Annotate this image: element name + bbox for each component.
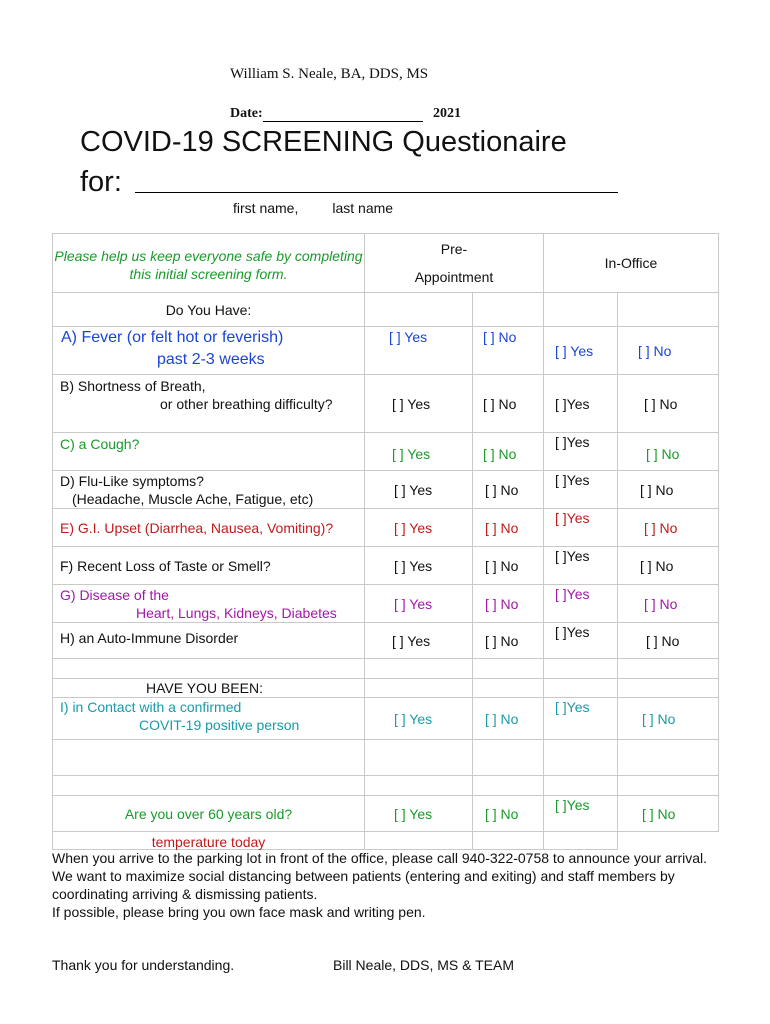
pre-yes-checkbox[interactable]: [ ] Yes — [365, 471, 473, 509]
office-no-checkbox[interactable]: [ ] No — [618, 547, 719, 585]
pre-no-checkbox[interactable]: [ ] No — [473, 433, 544, 471]
pre-no-checkbox[interactable]: [ ] No — [473, 698, 544, 740]
screening-table — [52, 233, 719, 850]
question-g: G) Disease of the Heart, Lungs, Kidneys, Diabetes — [53, 585, 365, 623]
date-field[interactable] — [263, 121, 423, 122]
date-year: 2021 — [433, 106, 461, 121]
question-age: Are you over 60 years old? — [53, 796, 365, 832]
office-yes-checkbox[interactable]: [ ]Yes — [544, 547, 618, 585]
question-h: H) an Auto-Immune Disorder — [53, 623, 365, 659]
office-no-checkbox[interactable]: [ ] No — [618, 585, 719, 623]
office-yes-checkbox[interactable]: [ ]Yes — [544, 698, 618, 740]
question-c: C) a Cough? — [53, 433, 365, 471]
name-field-caption — [233, 200, 427, 216]
office-yes-checkbox[interactable]: [ ]Yes — [544, 471, 618, 509]
office-no-checkbox[interactable]: [ ] No — [618, 623, 719, 659]
question-i: I) in Contact with a confirmed COVIT-19 positive person — [53, 698, 365, 740]
question-e: E) G.I. Upset (Diarrhea, Nausea, Vomiting)? — [53, 509, 365, 547]
date-label: Date: — [230, 106, 263, 121]
question-a: A) Fever (or felt hot or feverish) past 2-3 weeks — [53, 327, 365, 375]
instructions — [52, 849, 722, 921]
pre-yes-checkbox[interactable]: [ ] Yes — [365, 509, 473, 547]
thank-you-text: Thank you for understanding. — [52, 957, 235, 973]
office-yes-checkbox[interactable]: [ ]Yes — [544, 585, 618, 623]
pre-yes-checkbox[interactable]: [ ] Yes — [365, 375, 473, 433]
signoff-text: Bill Neale, DDS, MS & TEAM — [333, 957, 515, 973]
pre-no-checkbox[interactable]: [ ] No — [473, 547, 544, 585]
intro-text: Please help us keep everyone safe by completing this initial screening form. — [53, 234, 365, 293]
office-yes-checkbox[interactable]: [ ]Yes — [544, 623, 618, 659]
temperature-label: temperature today — [53, 832, 365, 850]
office-yes-checkbox[interactable]: [ ]Yes — [544, 796, 618, 832]
do-you-have-heading: Do You Have: — [53, 293, 365, 327]
pre-no-checkbox[interactable]: [ ] No — [473, 375, 544, 433]
pre-yes-checkbox[interactable]: [ ] Yes — [365, 623, 473, 659]
question-row-e — [53, 509, 719, 547]
pre-yes-checkbox[interactable]: [ ] Yes — [365, 796, 473, 832]
question-row-i — [53, 698, 719, 740]
question-row-h — [53, 623, 719, 659]
office-no-checkbox[interactable]: [ ] No — [618, 327, 719, 375]
question-row-g — [53, 585, 719, 623]
question-d: D) Flu-Like symptoms? (Headache, Muscle Ache, Fatigue, etc) — [53, 471, 365, 509]
first-name-caption: first name, — [233, 200, 299, 216]
office-no-checkbox[interactable]: [ ] No — [618, 796, 719, 832]
pre-no-checkbox[interactable]: [ ] No — [473, 623, 544, 659]
temperature-field[interactable] — [473, 832, 544, 850]
instruction-distancing: We want to maximize social distancing between patients (entering and exiting) and staff members by coordinating arriving & dismissing patients. — [52, 868, 675, 902]
office-no-checkbox[interactable]: [ ] No — [618, 433, 719, 471]
doctor-name: William S. Neale, BA, DDS, MS — [230, 66, 429, 82]
instruction-mask: If possible, please bring you own face mask and writing pen. — [52, 904, 426, 920]
page-title: COVID-19 SCREENING Questionaire — [80, 126, 567, 158]
pre-appointment-header: Pre- Appointment — [365, 234, 544, 293]
question-row-c — [53, 433, 719, 471]
have-you-been-heading: HAVE YOU BEEN: — [53, 679, 365, 698]
office-yes-checkbox[interactable]: [ ]Yes — [544, 433, 618, 471]
temperature-field[interactable] — [544, 832, 618, 850]
question-row-a — [53, 327, 719, 375]
instruction-arrival: When you arrive to the parking lot in front of the office, please call 940-322-0758 to announce your arrival. — [52, 850, 708, 866]
question-row-b — [53, 375, 719, 433]
pre-no-checkbox[interactable]: [ ] No — [473, 471, 544, 509]
office-no-checkbox[interactable]: [ ] No — [618, 509, 719, 547]
pre-yes-checkbox[interactable]: [ ] Yes — [365, 433, 473, 471]
office-yes-checkbox[interactable]: [ ]Yes — [544, 375, 618, 433]
last-name-caption: last name — [332, 200, 394, 216]
in-office-header: In-Office — [544, 234, 719, 293]
question-row-d — [53, 471, 719, 509]
pre-yes-checkbox[interactable]: [ ] Yes — [365, 327, 473, 375]
pre-yes-checkbox[interactable]: [ ] Yes — [365, 585, 473, 623]
question-f: F) Recent Loss of Taste or Smell? — [53, 547, 365, 585]
pre-no-checkbox[interactable]: [ ] No — [473, 796, 544, 832]
patient-name-field[interactable] — [135, 192, 618, 193]
pre-no-checkbox[interactable]: [ ] No — [473, 585, 544, 623]
office-yes-checkbox[interactable]: [ ] Yes — [544, 327, 618, 375]
question-b: B) Shortness of Breath, or other breathing difficulty? — [53, 375, 365, 433]
question-row-age — [53, 796, 719, 832]
question-row-f — [53, 547, 719, 585]
for-label: for: — [80, 166, 122, 198]
pre-no-checkbox[interactable]: [ ] No — [473, 509, 544, 547]
temperature-field[interactable] — [365, 832, 473, 850]
office-no-checkbox[interactable]: [ ] No — [618, 698, 719, 740]
pre-yes-checkbox[interactable]: [ ] Yes — [365, 547, 473, 585]
temperature-row — [53, 832, 719, 850]
office-no-checkbox[interactable]: [ ] No — [618, 471, 719, 509]
office-no-checkbox[interactable]: [ ] No — [618, 375, 719, 433]
pre-no-checkbox[interactable]: [ ] No — [473, 327, 544, 375]
office-yes-checkbox[interactable]: [ ]Yes — [544, 509, 618, 547]
pre-yes-checkbox[interactable]: [ ] Yes — [365, 698, 473, 740]
